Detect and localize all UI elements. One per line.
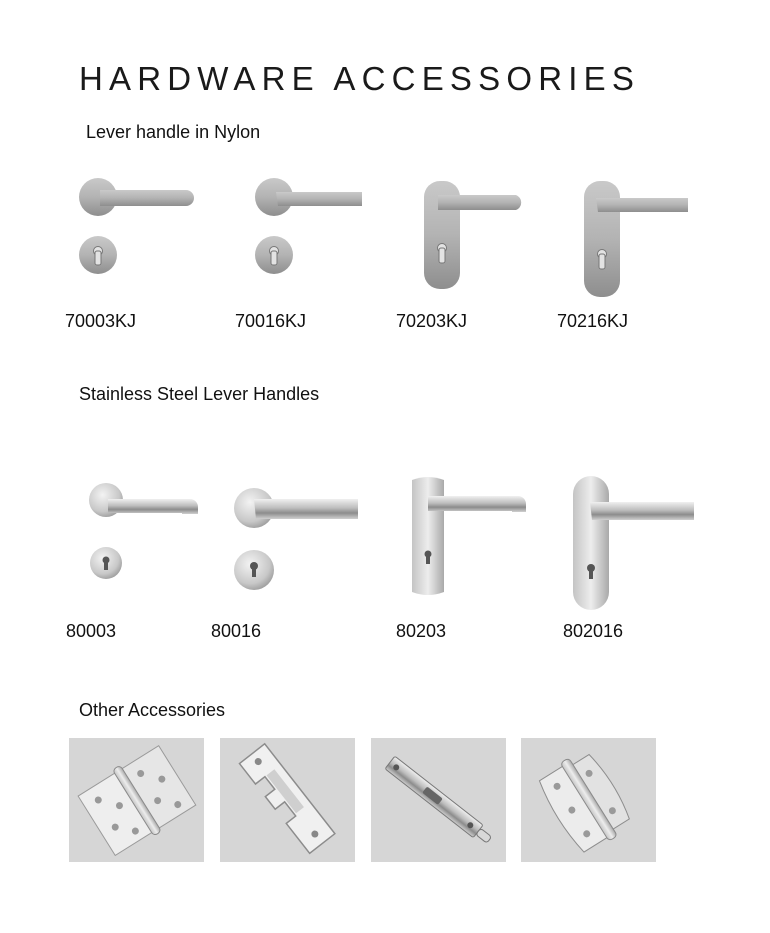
product-80016 xyxy=(232,483,362,593)
lever-handle-round-rose-icon xyxy=(74,172,199,282)
flush-hinge-icon xyxy=(521,738,656,862)
flush-bolt-icon xyxy=(371,738,506,862)
product-70203kj xyxy=(420,178,530,293)
steel-lever-handle-round-rose-straight-icon xyxy=(232,483,362,593)
strike-plate-icon xyxy=(220,738,355,862)
lever-handle-backplate-icon xyxy=(420,178,530,293)
butt-hinge-icon xyxy=(69,738,204,862)
section-heading-other: Other Accessories xyxy=(79,700,226,720)
product-code: 80016 xyxy=(211,621,262,641)
product-802016 xyxy=(570,474,700,614)
product-70216kj xyxy=(580,178,695,300)
product-code: 802016 xyxy=(563,621,624,641)
steel-lever-handle-backplate-icon xyxy=(408,474,532,599)
product-code: 70203KJ xyxy=(396,311,468,331)
product-70016kj xyxy=(250,172,370,282)
accessory-tile xyxy=(521,738,656,862)
product-code: 70003KJ xyxy=(65,311,137,331)
product-code: 80003 xyxy=(66,621,117,641)
accessory-tile xyxy=(69,738,204,862)
product-code: 70016KJ xyxy=(235,311,307,331)
product-code: 70216KJ xyxy=(557,311,629,331)
page-title: HARDWARE ACCESSORIES xyxy=(79,60,641,97)
accessory-tile xyxy=(371,738,506,862)
product-70003kj xyxy=(74,172,199,282)
lever-handle-round-rose-straight-icon xyxy=(250,172,370,282)
section-heading-steel: Stainless Steel Lever Handles xyxy=(79,384,320,404)
steel-lever-handle-round-rose-icon xyxy=(82,480,204,585)
steel-lever-handle-backplate-straight-icon xyxy=(570,474,700,614)
product-80003 xyxy=(82,480,204,585)
section-heading-nylon: Lever handle in Nylon xyxy=(86,122,261,142)
accessory-tile xyxy=(220,738,355,862)
product-code: 80203 xyxy=(396,621,447,641)
lever-handle-backplate-straight-icon xyxy=(580,178,695,300)
product-80203 xyxy=(408,474,532,599)
